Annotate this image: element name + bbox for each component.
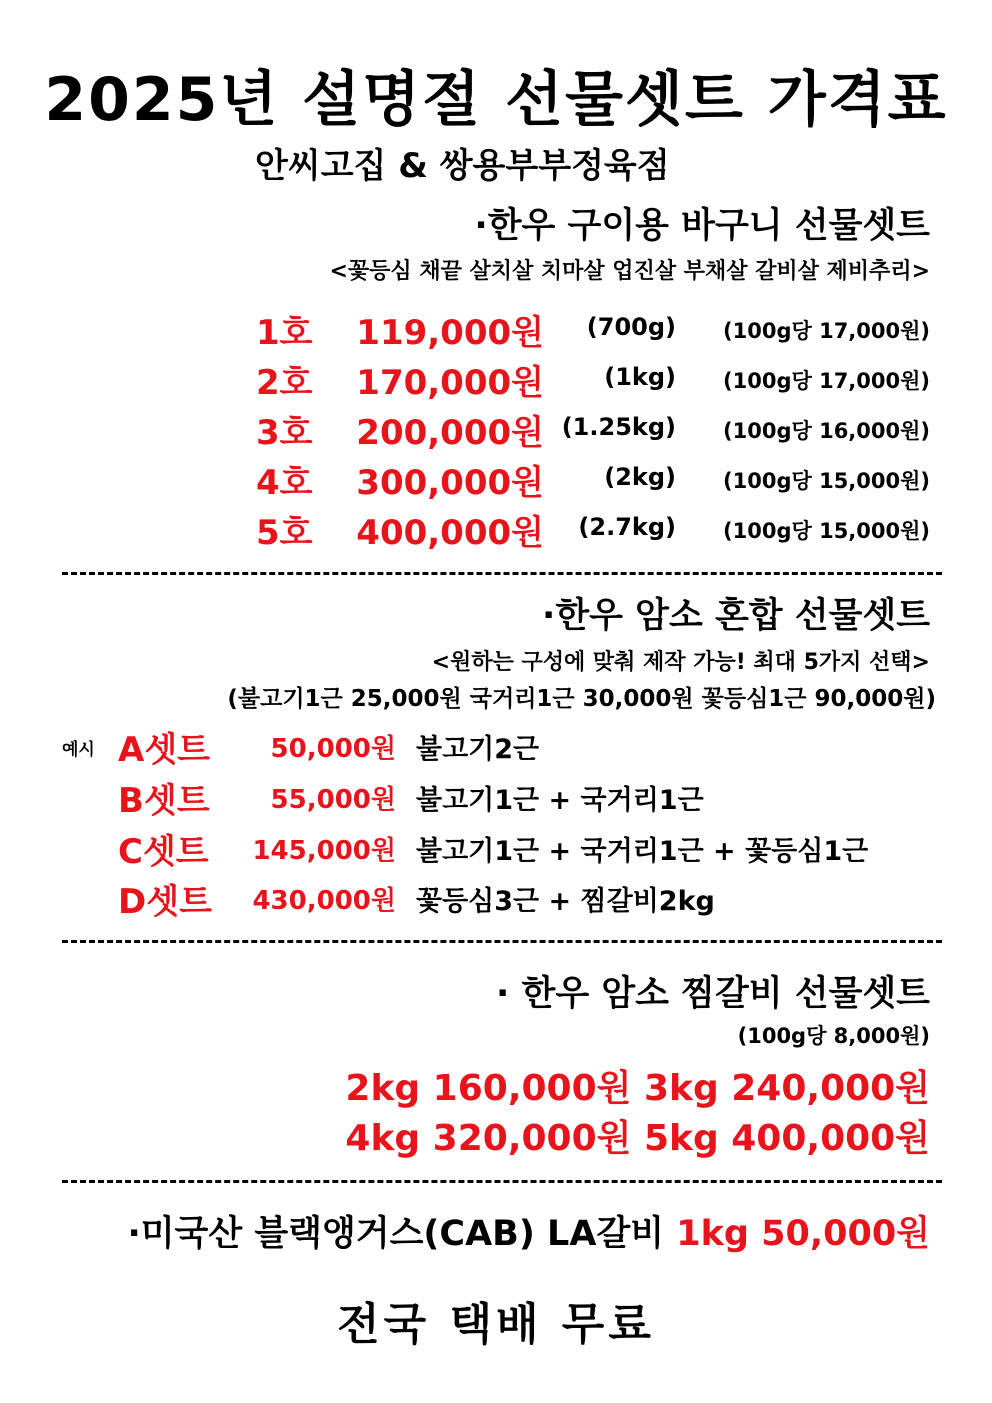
set-price: 50,000원 (270, 734, 396, 764)
page-title: 2025년 설명절 선물셋트 가격표 (44, 65, 948, 135)
section-divider (62, 572, 942, 575)
set-contents: 불고기2근 (416, 734, 540, 765)
set-price: 430,000원 (252, 886, 396, 916)
set-name: A셋트 (118, 730, 211, 770)
section3-heading: · 한우 암소 찜갈비 선물셋트 (496, 974, 930, 1014)
set-row (0, 722, 992, 768)
set-price: 55,000원 (270, 785, 396, 815)
tier-row (0, 505, 992, 551)
tier-row (0, 305, 992, 351)
tier-unit-price: (100g당 15,000원) (723, 519, 930, 543)
tier-weight: (1kg) (604, 363, 676, 391)
store-name: 안씨고집 & 쌍용부부정육점 (255, 146, 670, 186)
tier-weight: (1.25kg) (561, 413, 676, 441)
set-row (0, 874, 992, 920)
tier-number: 2호 (256, 363, 313, 403)
tier-number: 5호 (256, 513, 313, 553)
set-row (0, 824, 992, 870)
set-name: C셋트 (118, 832, 209, 872)
example-label: 예시 (62, 740, 95, 760)
galbi-price-row: 2kg 160,000원 3kg 240,000원 (345, 1068, 930, 1109)
set-name: D셋트 (118, 882, 212, 922)
section2-base-prices: (불고기1근 25,000원 국거리1근 30,000원 꽃등심1근 90,000원) (227, 686, 936, 712)
la-galbi-row (127, 1206, 930, 1256)
tier-price: 119,000원 (356, 313, 544, 353)
section3-unit-price: (100g당 8,000원) (737, 1024, 930, 1048)
set-name: B셋트 (118, 781, 210, 821)
tier-number: 1호 (256, 313, 313, 353)
section-divider (62, 1180, 942, 1183)
la-galbi-label: ·미국산 블랙앵거스(CAB) LA갈비 (127, 1214, 665, 1254)
set-contents: 불고기1근 + 국거리1근 (416, 785, 704, 816)
set-contents: 꽃등심3근 + 찜갈비2kg (416, 886, 715, 917)
section1-parts: <꽃등심 채끝 살치살 치마살 업진살 부채살 갈비살 제비추리> (329, 259, 930, 284)
set-contents: 불고기1근 + 국거리1근 + 꽃등심1근 (416, 836, 869, 867)
tier-price: 170,000원 (356, 363, 544, 403)
tier-weight: (700g) (586, 313, 676, 341)
tier-row (0, 455, 992, 501)
set-row (0, 773, 992, 819)
tier-weight: (2.7kg) (578, 513, 676, 541)
tier-unit-price: (100g당 17,000원) (723, 369, 930, 393)
free-shipping-notice: 전국 택배 무료 (337, 1299, 655, 1350)
tier-unit-price: (100g당 17,000원) (723, 319, 930, 343)
tier-row (0, 405, 992, 451)
galbi-price-row: 4kg 320,000원 5kg 400,000원 (345, 1118, 930, 1159)
tier-unit-price: (100g당 15,000원) (723, 469, 930, 493)
tier-weight: (2kg) (604, 463, 676, 491)
la-galbi-price: 1kg 50,000원 (676, 1214, 930, 1254)
tier-price: 200,000원 (356, 413, 544, 453)
tier-number: 4호 (256, 463, 313, 503)
section2-heading: ·한우 암소 혼합 선물셋트 (542, 596, 930, 636)
tier-price: 300,000원 (356, 463, 544, 503)
tier-price: 400,000원 (356, 513, 544, 553)
section2-note: <원하는 구성에 맞춰 제작 가능! 최대 5가지 선택> (431, 650, 930, 675)
section1-heading: ·한우 구이용 바구니 선물셋트 (474, 206, 930, 246)
set-price: 145,000원 (252, 836, 396, 866)
tier-number: 3호 (256, 413, 313, 453)
tier-row (0, 355, 992, 401)
section-divider (62, 940, 942, 943)
tier-unit-price: (100g당 16,000원) (723, 419, 930, 443)
